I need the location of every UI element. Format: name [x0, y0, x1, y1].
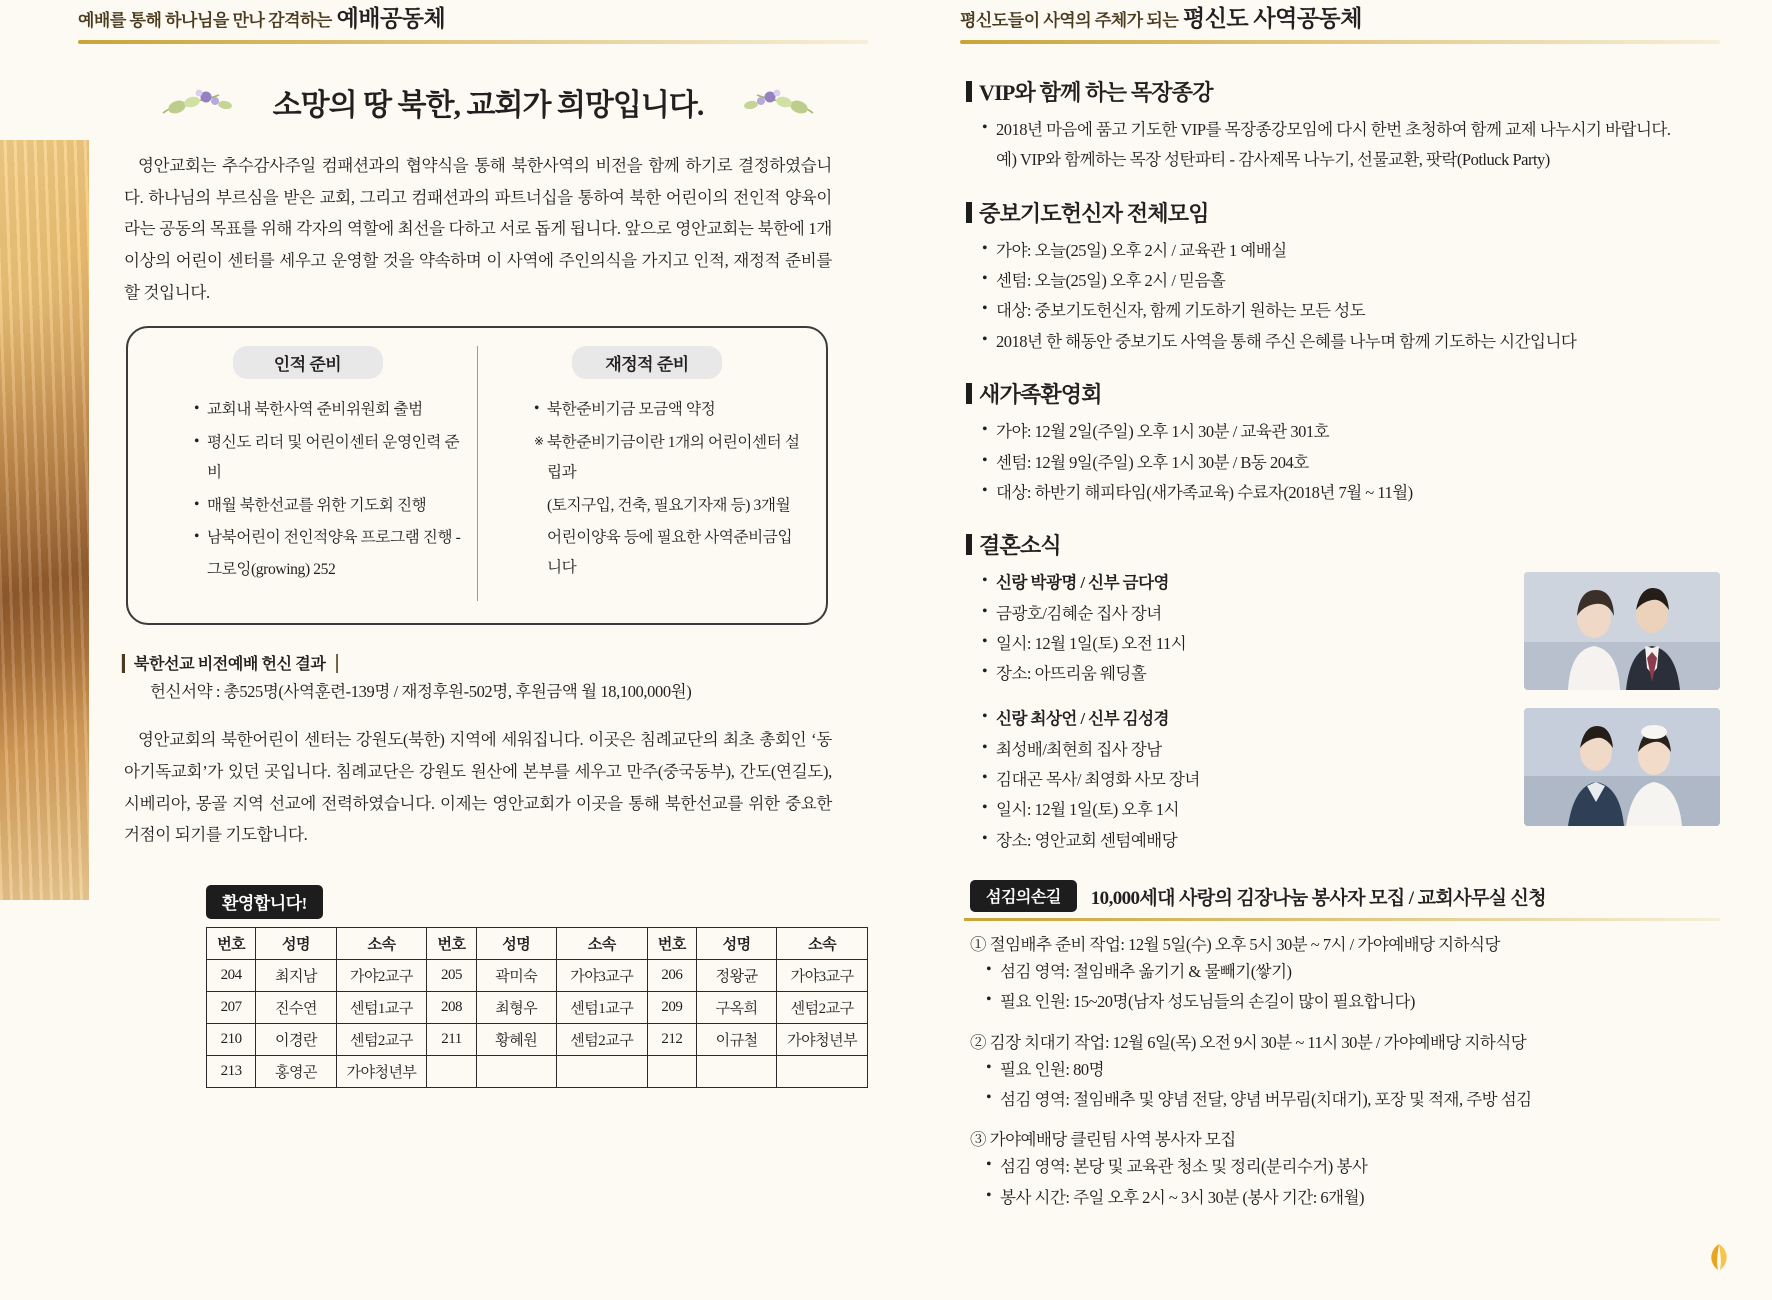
serving-group-lead: ① 절임배추 준비 작업: 12월 5일(수) 오후 5시 30분 ~ 7시 / 가야예배당 지하식당 [970, 935, 1500, 955]
intro-paragraph-2 [124, 724, 832, 851]
vision-result-line: 헌신서약 : 총525명(사역훈련-139명 / 재정후원-502명, 후원금액 월 18,100,000원) [150, 682, 692, 702]
table-row [207, 960, 868, 992]
list-item: • 섬김 영역: 절임배추 옮기기 & 물빼기(쌓기) [986, 957, 1720, 986]
wedding-photo-1 [1524, 572, 1720, 690]
human-preparation-title: 인적 준비 [233, 346, 383, 379]
left-banner-rule [78, 40, 868, 44]
serving-group-lead: ② 김장 치대기 작업: 12월 6일(목) 오전 9시 30분 ~ 11시 30분 / 가야예배당 지하식당 [970, 1032, 1527, 1052]
table-cell: 204 [207, 960, 256, 992]
notice-block-intercessory-prayer [966, 197, 1720, 356]
table-cell: 정왕균 [697, 960, 777, 992]
notice-block-vip [966, 76, 1720, 175]
list-item: • 북한준비기금 모금액 약정 [534, 395, 800, 425]
notice-title: 새가족환영회 [966, 378, 1720, 409]
list-item: • 필요 인원: 80명 [986, 1055, 1720, 1084]
list-item: • 섬김 영역: 본당 및 교육관 청소 및 정리(분리수거) 봉사 [986, 1152, 1720, 1181]
vision-result-title-text: 북한선교 비전예배 헌신 결과 [133, 656, 326, 674]
table-header-cell: 소속 [556, 928, 647, 960]
table-header-cell: 소속 [777, 928, 868, 960]
table-cell [556, 1056, 647, 1088]
serving-tag: 섬김의손길 [970, 880, 1077, 912]
table-cell: 가야3교구 [777, 960, 868, 992]
table-cell: 센텀1교구 [336, 992, 427, 1024]
table-row [207, 992, 868, 1024]
table-cell: 208 [427, 992, 476, 1024]
list-item: • 최성배/최현희 집사 장남 [982, 735, 1508, 764]
wedding-title: 결혼소식 [966, 529, 1720, 560]
table-cell: 213 [207, 1056, 256, 1088]
table-cell [427, 1056, 476, 1088]
table-cell: 최형우 [476, 992, 556, 1024]
table-row [207, 1056, 868, 1088]
table-cell [476, 1056, 556, 1088]
serving-group [970, 1029, 1720, 1115]
list-item: (토지구입, 건축, 필요기자재 등) 3개월 [547, 496, 791, 514]
welcome-section [206, 885, 868, 1088]
wedding-couple-name-text: 신랑 박광명 / 신부 금다영 [996, 573, 1169, 593]
human-preparation-column [138, 346, 477, 601]
right-banner-title: 평신도 사역공동체 [1183, 6, 1362, 31]
list-item: • 교회내 북한사역 준비위원회 출범 [194, 395, 461, 425]
table-cell: 최지남 [256, 960, 336, 992]
table-cell: 206 [647, 960, 696, 992]
notice-list [966, 417, 1720, 507]
table-header-row [207, 928, 868, 960]
table-header-cell: 성명 [256, 928, 336, 960]
list-item: • 장소: 영안교회 센텀예배당 [982, 826, 1508, 855]
list-item: • 장소: 아뜨리움 웨딩홀 [982, 659, 1508, 688]
preparation-box [126, 326, 828, 625]
list-item: • 일시: 12월 1일(토) 오후 1시 [982, 795, 1508, 824]
table-cell: 209 [647, 992, 696, 1024]
list-item: • 봉사 시간: 주일 오후 2시 ~ 3시 30분 (봉사 기간: 6개월) [986, 1183, 1720, 1212]
list-item: • 평신도 리더 및 어린이센터 운영인력 준비 [194, 428, 461, 489]
list-item: • 대상: 하반기 해피타임(새가족교육) 수료자(2018년 7월 ~ 11월) [982, 478, 1720, 507]
serving-group [970, 931, 1720, 1017]
wedding-entry [966, 704, 1720, 856]
table-header-cell: 번호 [427, 928, 476, 960]
new-members-table [206, 927, 868, 1088]
welcome-tag: 환영합니다! [206, 885, 323, 919]
list-item: • 2018년 한 해동안 중보기도 사역을 통해 주신 은혜를 나누며 함께 기도하는 시간입니다 [982, 327, 1720, 356]
table-cell: 센텀2교구 [556, 1024, 647, 1056]
financial-preparation-title: 재정적 준비 [572, 346, 722, 379]
table-header-cell: 번호 [647, 928, 696, 960]
list-item: • 2018년 마음에 품고 기도한 VIP를 목장종강모임에 다시 한번 초청하여 함께 교제 나누시기 바랍니다. [982, 115, 1720, 144]
table-cell: 가야2교구 [336, 960, 427, 992]
table-row [207, 1024, 868, 1056]
table-cell: 207 [207, 992, 256, 1024]
wedding-couple-name-text: 신랑 최상언 / 신부 김성경 [996, 709, 1169, 729]
serving-group [970, 1126, 1720, 1212]
wedding-entry [966, 568, 1720, 690]
headline-row [78, 80, 868, 124]
list-item: • 센텀: 12월 9일(주일) 오후 1시 30분 / B동 204호 [982, 448, 1720, 477]
list-item: • 대상: 중보기도헌신자, 함께 기도하기 원하는 모든 성도 [982, 296, 1720, 325]
right-banner-rule [960, 40, 1720, 44]
table-cell: 가야청년부 [336, 1056, 427, 1088]
table-cell: 센텀2교구 [336, 1024, 427, 1056]
list-item: • 필요 인원: 15~20명(남자 성도님들의 손길이 많이 필요합니다) [986, 987, 1720, 1016]
list-item: • 매월 북한선교를 위한 기도회 진행 [194, 491, 461, 521]
wedding-entry-info [966, 704, 1508, 856]
notice-title: 중보기도헌신자 전체모임 [966, 197, 1720, 228]
table-header-cell: 성명 [476, 928, 556, 960]
table-cell: 센텀2교구 [777, 992, 868, 1024]
serving-rule [964, 918, 1720, 921]
list-item: 예) VIP와 함께하는 목장 성탄파티 - 감사제목 나누기, 선물교환, 팟락(Potluck Party) [996, 150, 1550, 170]
list-item: • 가야: 오늘(25일) 오후 2시 / 교육관 1 예배실 [982, 236, 1720, 265]
page-headline: 소망의 땅 북한, 교회가 희망입니다. [272, 89, 704, 122]
notice-title: VIP와 함께 하는 목장종강 [966, 76, 1720, 107]
notice-block-wedding [966, 529, 1720, 856]
wedding-details-list [966, 568, 1508, 688]
wedding-couple-name [982, 704, 1508, 733]
notice-list [966, 115, 1720, 175]
table-cell [647, 1056, 696, 1088]
intro-paragraph-1-text: 영안교회는 추수감사주일 컴패션과의 협약식을 통해 북한사역의 비전을 함께 하기로 결정하였습니다. 하나님의 부르심을 받은 교회, 그리고 컴패션과의 파트너십을 통하여 북한 어린이의 전인적 양육이라는 공동의 목표를 위해 각자의 역할에 최선을 다하고 서로 돕게 됩니다. 앞으로 영안교회는 북한에 1개 이상의 어린이 센터를 세우고 운영할 것을 약속하며 이 사역에 주인의식을 가지고 인적, 재정적 준비를 할 것입니다. [124, 156, 832, 302]
floral-ornament-left-icon [159, 83, 255, 121]
table-cell [697, 1056, 777, 1088]
list-item: • 남북어린이 전인적양육 프로그램 진행 - [194, 523, 461, 553]
left-column [78, 0, 868, 1088]
table-cell: 가야청년부 [777, 1024, 868, 1056]
wedding-couple-name [982, 568, 1508, 597]
notice-list [966, 236, 1720, 356]
wedding-entry-info [966, 568, 1508, 689]
table-cell: 210 [207, 1024, 256, 1056]
table-cell: 가야3교구 [556, 960, 647, 992]
right-section-banner [960, 0, 1720, 54]
list-item: • 센텀: 오늘(25일) 오후 2시 / 믿음홀 [982, 266, 1720, 295]
table-cell: 212 [647, 1024, 696, 1056]
list-item: • 섬김 영역: 절임배추 및 양념 전달, 양념 버무림(치대기), 포장 및 적재, 주방 섬김 [986, 1085, 1720, 1114]
table-cell: 센텀1교구 [556, 992, 647, 1024]
left-section-banner [78, 0, 868, 54]
right-banner-subtitle: 평신도들이 사역의 주체가 되는 [960, 11, 1179, 30]
list-item: • 가야: 12월 2일(주일) 오후 1시 30분 / 교육관 301호 [982, 417, 1720, 446]
serving-group-lead: ③ 가야예배당 클린팀 사역 봉사자 모집 [970, 1130, 1236, 1150]
serving-group-list [970, 1055, 1720, 1115]
right-column [960, 0, 1720, 1224]
table-cell [777, 1056, 868, 1088]
table-cell: 이경란 [256, 1024, 336, 1056]
wedding-details-list [966, 704, 1508, 855]
bar-right-icon: ▕ [325, 656, 338, 674]
notice-block-new-family-welcome [966, 378, 1720, 507]
table-cell: 곽미숙 [476, 960, 556, 992]
financial-preparation-list [494, 395, 800, 583]
serving-header [970, 880, 1720, 912]
table-cell: 211 [427, 1024, 476, 1056]
table-cell: 황혜원 [476, 1024, 556, 1056]
vision-result-title [122, 651, 868, 674]
serving-title: 10,000세대 사랑의 김장나눔 봉사자 모집 / 교회사무실 신청 [1090, 887, 1546, 909]
list-item: 어린이양육 등에 필요한 사역준비금입니다 [547, 528, 793, 577]
list-item: • 금광호/김혜순 집사 장녀 [982, 599, 1508, 628]
floral-ornament-right-icon [721, 83, 817, 121]
financial-preparation-column [477, 346, 816, 601]
table-header-cell: 소속 [336, 928, 427, 960]
table-header-cell: 성명 [697, 928, 777, 960]
table-cell: 홍영곤 [256, 1056, 336, 1088]
table-cell: 205 [427, 960, 476, 992]
list-item: • 일시: 12월 1일(토) 오전 11시 [982, 629, 1508, 658]
human-preparation-list [154, 395, 461, 585]
intro-paragraph-1 [124, 150, 832, 308]
list-item: 그로잉(growing) 252 [207, 561, 336, 579]
table-cell: 구옥희 [697, 992, 777, 1024]
serving-group-list [970, 957, 1720, 1017]
serving-group-list [970, 1152, 1720, 1212]
wedding-photo-2 [1524, 708, 1720, 826]
left-banner-title: 예배공동체 [336, 6, 446, 31]
leaf-ornament-icon [1702, 1240, 1736, 1274]
list-item: ※ 북한준비기금이란 1개의 어린이센터 설립과 [534, 428, 800, 489]
serving-section [960, 880, 1720, 1212]
intro-paragraph-2-text: 영안교회의 북한어린이 센터는 강원도(북한) 지역에 세워집니다. 이곳은 침례교단의 최초 총회인 ‘동아기독교회’가 있던 곳입니다. 침례교단은 강원도 원산에 본부를 세우고 만주(중국동부), 간도(연길도), 시베리아, 몽골 지역 선교에 전력하였습니다. 이제는 영안교회가 이곳을 통해 북한선교를 위한 중요한 거점이 되기를 기도합니다. [124, 730, 832, 845]
list-item: • 김대곤 목사/ 최영화 사모 장녀 [982, 765, 1508, 794]
table-cell: 진수연 [256, 992, 336, 1024]
left-banner-subtitle: 예배를 통해 하나님을 만나 감격하는 [78, 11, 332, 30]
bar-left-icon: ▎ [122, 656, 134, 674]
table-header-cell: 번호 [207, 928, 256, 960]
table-cell: 이규철 [697, 1024, 777, 1056]
